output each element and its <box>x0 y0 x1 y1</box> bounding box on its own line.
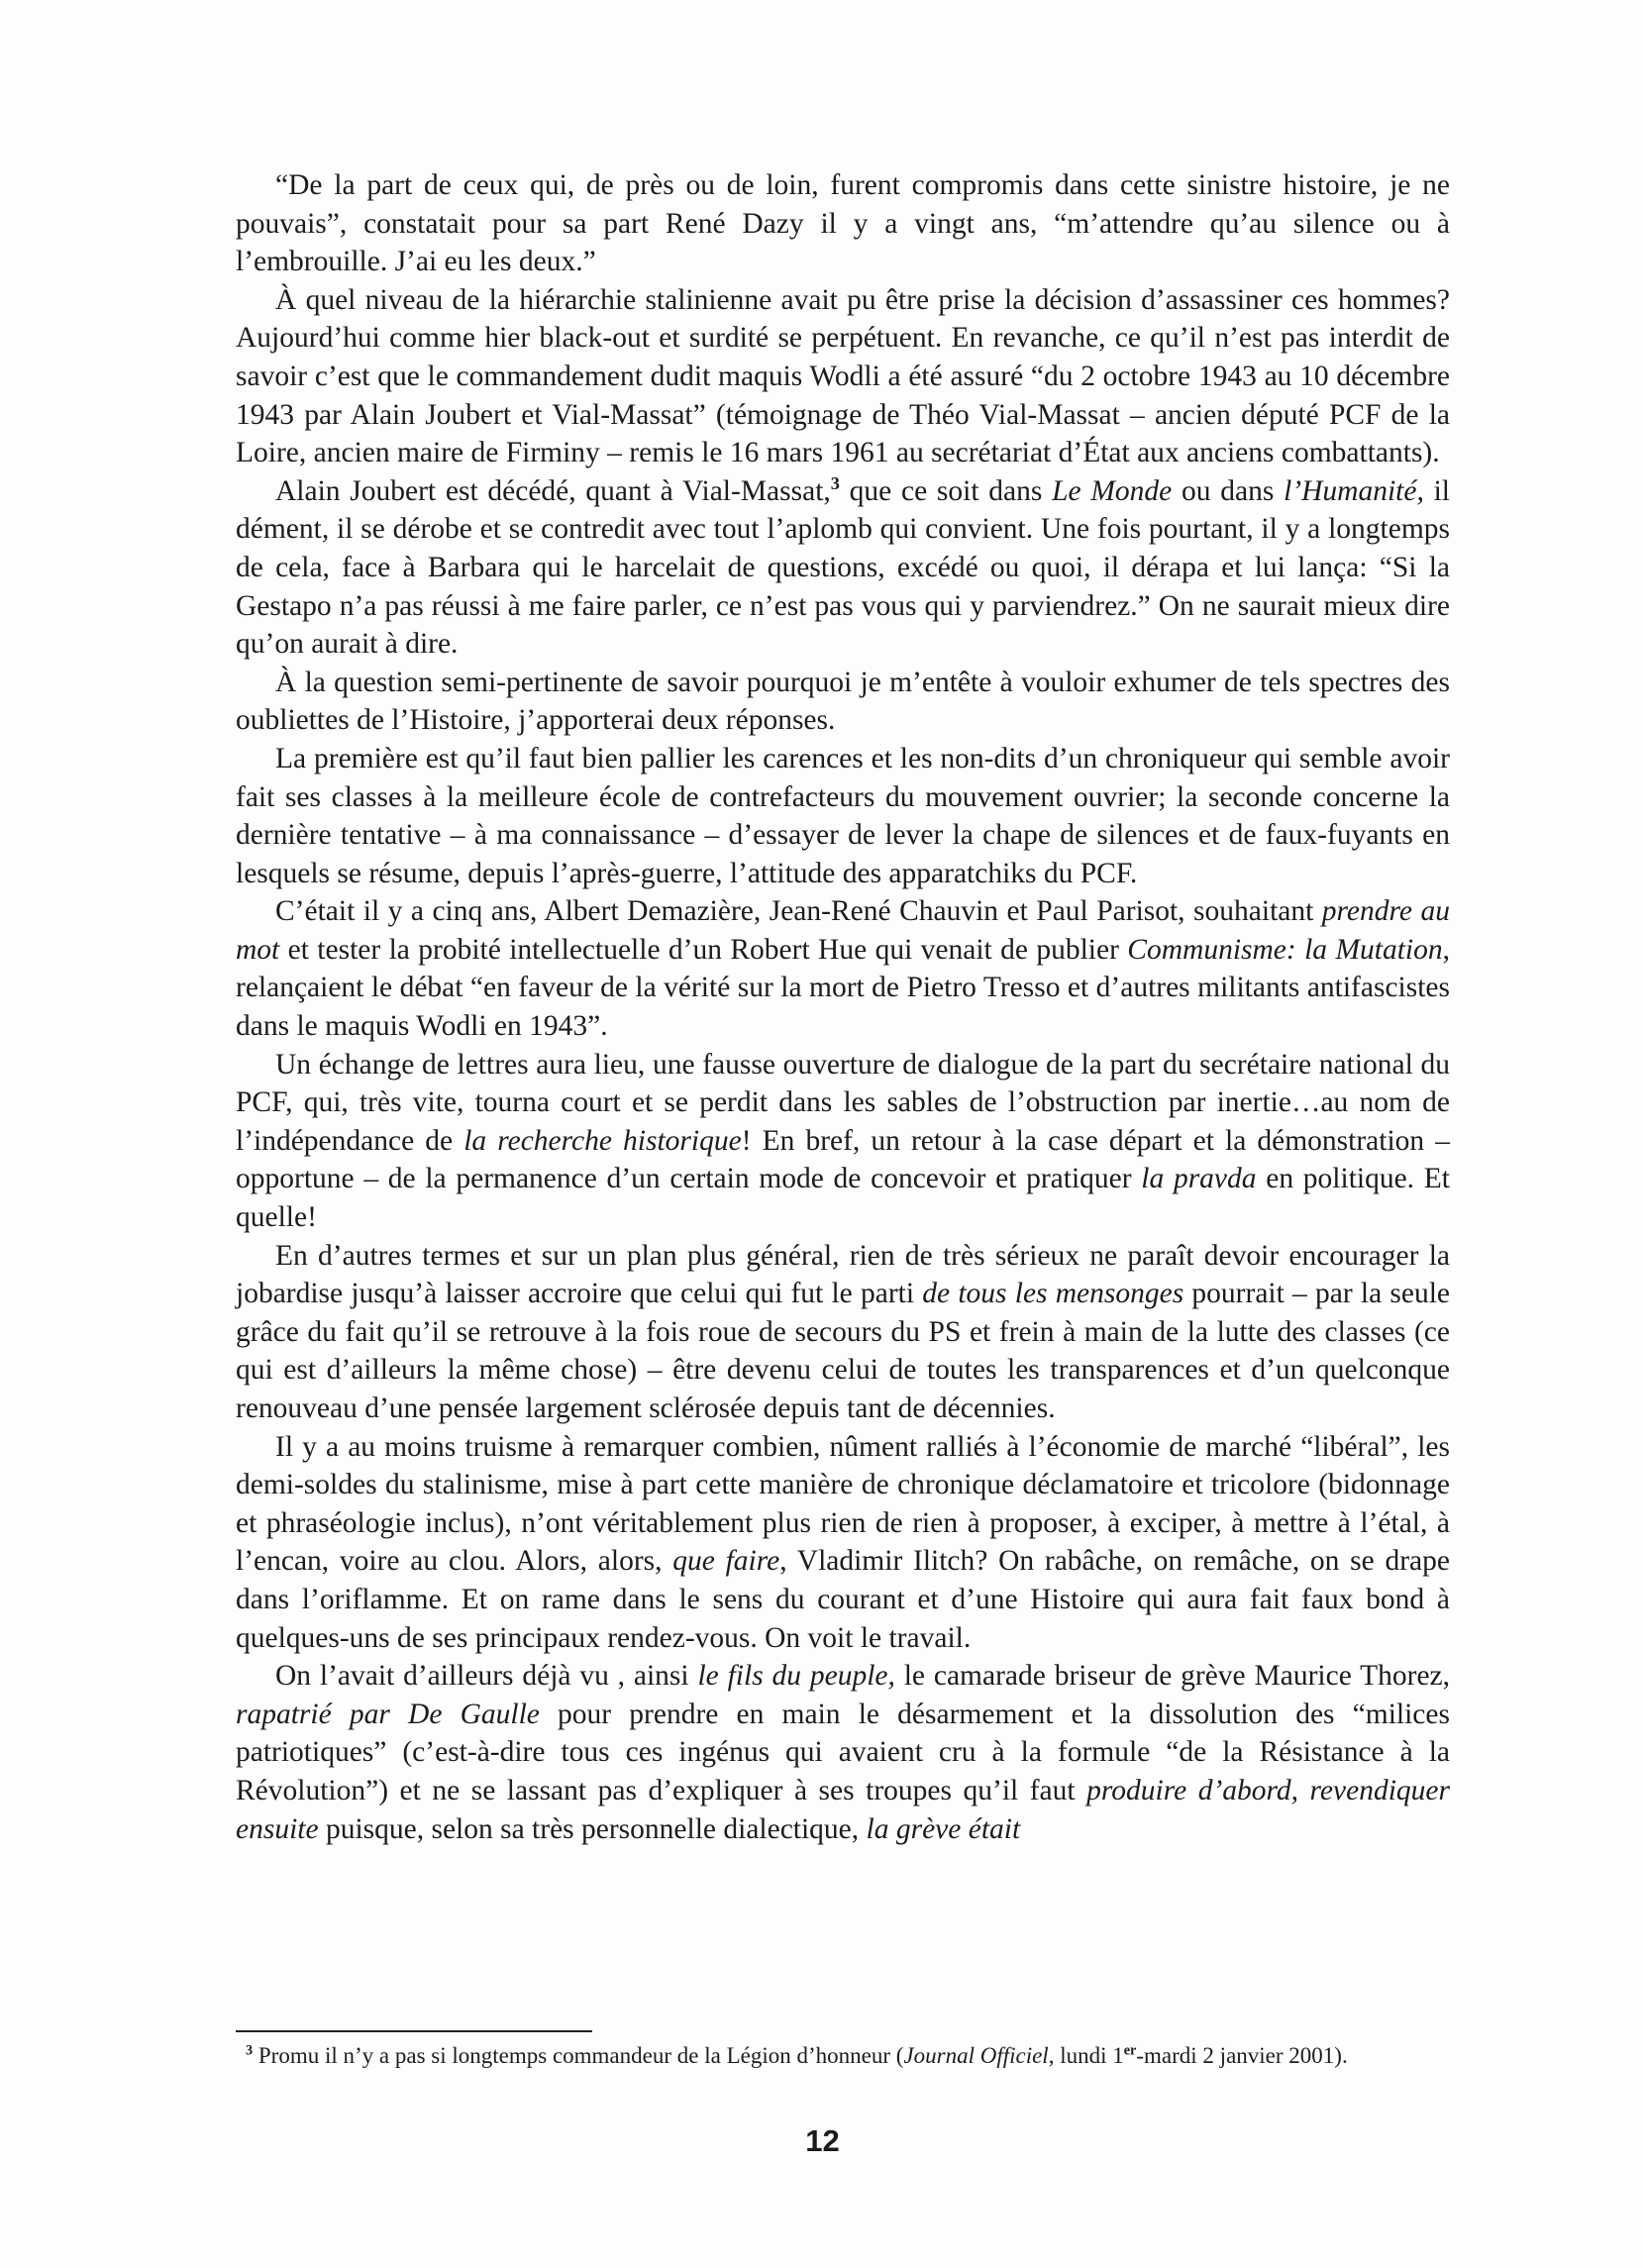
text-run: , relançaient le débat “en faveur de la vérité sur la mort de Pietro Tresso et d’autres militants antifascistes dans le maquis Wodli en 1943”. <box>236 933 1450 1043</box>
italic-text: que faire <box>672 1545 780 1578</box>
footnote-separator <box>236 2030 592 2032</box>
text-run: ou dans <box>1172 474 1285 507</box>
italic-text: Le Monde <box>1052 474 1173 507</box>
italic-text: prendre au mot <box>236 895 1450 966</box>
paragraph <box>236 892 1450 1045</box>
paragraph <box>236 1428 1450 1658</box>
paragraph <box>236 1237 1450 1428</box>
text-run: pourrait – par la seule grâce du fait qu’il se retrouve à la fois roue de secours du PS et frein à main de la lutte des classes (ce qui est d’ailleurs la même chose) – être devenu celui de toutes les transparences et d’un quelconque renouveau d’une pensée largement sclérosée depuis tant de décennies. <box>236 1278 1451 1424</box>
italic-text: de tous les mensonges <box>922 1278 1184 1310</box>
text-run: Alain Joubert est décédé, quant à Vial-Massat, <box>275 474 831 507</box>
text-run: Promu il n’y a pas si longtemps commandeur de la Légion d’honneur ( <box>253 2043 904 2068</box>
text-run: puisque, selon sa très personnelle dialectique, <box>318 1812 867 1845</box>
text-run: Il y a au moins truisme à remarquer combien, nûment ralliés à l’économie de marché “libéral”, les demi-soldes du stalinisme, mise à part cette manière de chronique déclamatoire et tricolore (bidonnage et phraséologie inclus), n’ont véritablement plus rien de rien à proposer, à exciper, à mettre à l’étal, à l’encan, voire au clou. Alors, alors, <box>236 1430 1450 1578</box>
italic-text: rapatrié par De Gaulle <box>236 1698 540 1730</box>
text-run: On l’avait d’ailleurs déjà vu , ainsi <box>275 1660 698 1693</box>
document-page <box>236 166 1450 1848</box>
italic-text: le fils du peuple, <box>697 1660 895 1693</box>
paragraph <box>236 1046 1450 1237</box>
text-run: , lundi 1 <box>1048 2043 1124 2068</box>
paragraph <box>236 740 1450 892</box>
text-run: ! En bref, un retour à la case départ et la démonstration – opportune – de la permanence d’un certain mode de concevoir et pratiquer <box>236 1124 1450 1195</box>
text-run: et tester la probité intellectuelle d’un Robert Hue qui venait de publier <box>279 933 1128 966</box>
italic-text: l’Humanité, <box>1284 474 1424 507</box>
text-run: le camarade briseur de grève Maurice Thorez, <box>894 1660 1451 1693</box>
paragraph <box>236 1657 1450 1848</box>
text-run: pour prendre en main le désarmement et la dissolution des “milices patriotiques” (c’est-à-dire tous ces ingénus qui avaient cru à la formule “de la Résistance à la Révolution”) et ne se lassant pas d’expliquer à ses troupes qu’il faut <box>236 1698 1450 1806</box>
text-run: C’était il y a cinq ans, Albert Demazière, Jean-René Chauvin et Paul Parisot, souhaitant <box>275 895 1322 928</box>
footnote-reference: er <box>1123 2042 1137 2059</box>
footnote-reference: 3 <box>830 472 840 493</box>
text-run: Un échange de lettres aura lieu, une fausse ouverture de dialogue de la part du secrétaire national du PCF, qui, très vite, tourna court et se perdit dans les sables de l’obstruction par inertie…au nom de l’indépendance de <box>236 1048 1450 1157</box>
footnote <box>236 2040 1450 2071</box>
page-number: 12 <box>805 2123 840 2158</box>
italic-text: la pravda <box>1141 1163 1257 1195</box>
text-run: À quel niveau de la hiérarchie stalinienne avait pu être prise la décision d’assassiner ces hommes? Aujourd’hui comme hier black-out et surdité se perpétuent. En revanche, ce qu’il n’est pas interdit de savoir c’est que le commandement dudit maquis Wodli a été assuré “du 2 octobre 1943 au 10 décembre 1943 par Alain Joubert et Vial-Massat” (témoignage de Théo Vial-Massat – ancien député PCF de la Loire, ancien maire de Firminy – remis le 16 mars 1961 au secrétariat d’État aux anciens combattants). <box>236 283 1450 469</box>
text-run: La première est qu’il faut bien pallier les carences et les non-dits d’un chroniqueur qui semble avoir fait ses classes à la meilleure école de contrefacteurs du mouvement ouvrier; la seconde concerne la dernière tentative – à ma connaissance – d’essayer de lever la chape de silences et de faux-fuyants en lesquels se résume, depuis l’après-guerre, l’attitude des apparatchiks du PCF. <box>236 742 1450 889</box>
italic-text: Communisme: la Mutation <box>1127 933 1443 966</box>
paragraph <box>236 281 1450 472</box>
italic-text: la grève était <box>866 1812 1021 1845</box>
text-run: -mardi 2 janvier 2001). <box>1136 2043 1348 2068</box>
italic-text: Journal Officiel <box>903 2043 1049 2068</box>
text-run: en politique. Et quelle! <box>236 1163 1450 1234</box>
text-run: En d’autres termes et sur un plan plus général, rien de très sérieux ne paraît devoir encourager la jobardise jusqu’à laisser accroire que celui qui fut le parti <box>236 1239 1450 1310</box>
italic-text: produire d’abord, revendiquer ensuite <box>236 1774 1450 1845</box>
text-run: que ce soit dans <box>839 474 1053 507</box>
body-text <box>236 166 1450 1848</box>
text-run: À la question semi-pertinente de savoir pourquoi je m’entête à vouloir exhumer de tels spectres des oubliettes de l’Histoire, j’apporterai deux réponses. <box>236 666 1450 737</box>
paragraph <box>236 664 1450 740</box>
text-run: il dément, il se dérobe et se contredit avec tout l’aplomb qui convient. Une fois pourtant, il y a longtemps de cela, face à Barbara qui le harcelait de questions, excédé ou quoi, il dérapa et lui lança: “Si la Gestapo n’a pas réussi à me faire parler, ce n’est pas vous qui y parviendrez.” On ne saurait mieux dire qu’on aurait à dire. <box>236 474 1450 661</box>
text-run: , Vladimir Ilitch? On rabâche, on remâche, on se drape dans l’oriflamme. Et on rame dans le sens du courant et d’une Histoire qui aura fait faux bond à quelques-uns de ses principaux rendez-vous. On voit le travail. <box>236 1545 1450 1654</box>
footnote-reference: 3 <box>246 2042 254 2059</box>
paragraph <box>236 472 1450 664</box>
italic-text: la recherche historique <box>463 1124 742 1157</box>
text-run: “De la part de ceux qui, de près ou de loin, furent compromis dans cette sinistre histoire, je ne pouvais”, constatait pour sa part René Dazy il y a vingt ans, “m’attendre qu’au silence ou à l’embrouille. J’ai eu les deux.” <box>236 169 1450 278</box>
paragraph <box>236 166 1450 281</box>
